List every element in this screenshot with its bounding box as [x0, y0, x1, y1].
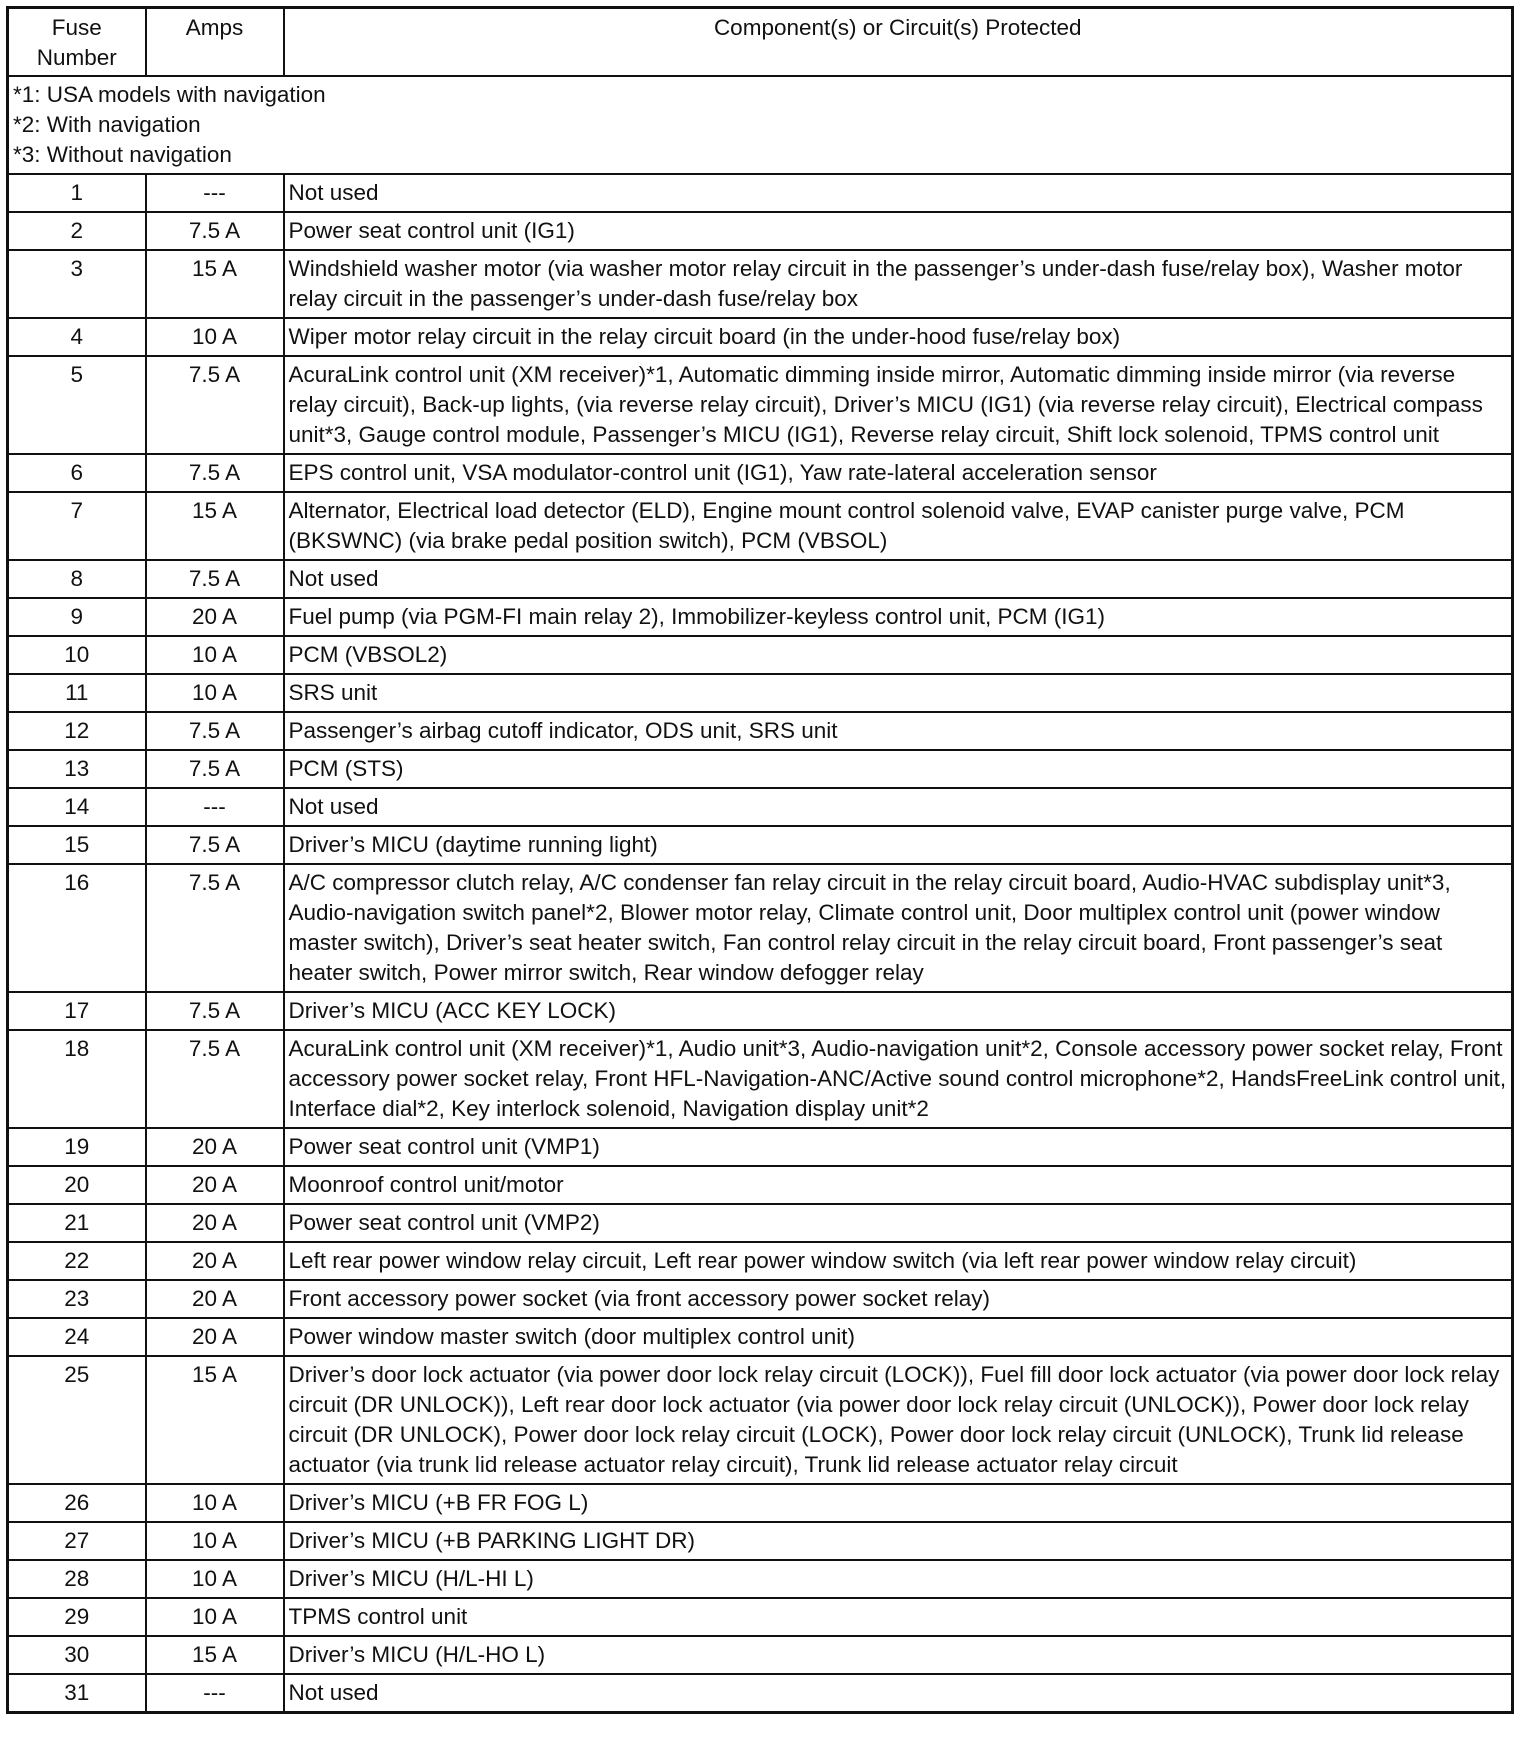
amps-cell: 7.5 A [146, 356, 284, 454]
component-cell: Driver’s MICU (H/L-HO L) [284, 1636, 1513, 1674]
fuse-table [6, 6, 1514, 1714]
amps-cell: --- [146, 788, 284, 826]
table-row [8, 1128, 1513, 1166]
fuse-number-cell: 16 [8, 864, 146, 992]
header-fuse-number-line1: Fuse [51, 15, 102, 40]
fuse-number-cell: 29 [8, 1598, 146, 1636]
table-row [8, 1636, 1513, 1674]
header-fuse-number-line2: Number [36, 45, 117, 70]
component-cell: EPS control unit, VSA modulator-control unit (IG1), Yaw rate-lateral acceleration sensor [284, 454, 1513, 492]
fuse-number-cell: 27 [8, 1522, 146, 1560]
component-cell: Alternator, Electrical load detector (ELD), Engine mount control solenoid valve, EVAP canister purge valve, PCM (BKSWNC) (via brake pedal position switch), PCM (VBSOL) [284, 492, 1513, 560]
table-row [8, 212, 1513, 250]
component-cell: Driver’s MICU (+B FR FOG L) [284, 1484, 1513, 1522]
component-cell: Fuel pump (via PGM-FI main relay 2), Immobilizer-keyless control unit, PCM (IG1) [284, 598, 1513, 636]
component-cell: Driver’s door lock actuator (via power door lock relay circuit (LOCK)), Fuel fill door lock actuator (via power door lock relay circuit (DR UNLOCK)), Left rear door lock actuator (via power door lock relay circuit (UNLOCK)), Power door lock relay circuit (DR UNLOCK), Power door lock relay circuit (LOCK), Power door lock relay circuit (UNLOCK), Trunk lid release actuator (via trunk lid release actuator relay circuit), Trunk lid release actuator relay circuit [284, 1356, 1513, 1484]
table-row [8, 318, 1513, 356]
amps-cell: --- [146, 174, 284, 212]
table-row [8, 636, 1513, 674]
table-row [8, 1356, 1513, 1484]
component-cell: Moonroof control unit/motor [284, 1166, 1513, 1204]
table-row [8, 598, 1513, 636]
amps-cell: 10 A [146, 1560, 284, 1598]
table-row [8, 560, 1513, 598]
component-cell: Left rear power window relay circuit, Left rear power window switch (via left rear power window relay circuit) [284, 1242, 1513, 1280]
table-row [8, 1560, 1513, 1598]
fuse-number-cell: 8 [8, 560, 146, 598]
fuse-number-cell: 12 [8, 712, 146, 750]
fuse-number-cell: 24 [8, 1318, 146, 1356]
fuse-number-cell: 17 [8, 992, 146, 1030]
component-cell: Driver’s MICU (ACC KEY LOCK) [284, 992, 1513, 1030]
table-row [8, 674, 1513, 712]
component-cell: A/C compressor clutch relay, A/C condenser fan relay circuit in the relay circuit board, Audio-HVAC subdisplay unit*3, Audio-navigation switch panel*2, Blower motor relay, Climate control unit, Door multiplex control unit (power window master switch), Driver’s seat heater switch, Fan control relay circuit in the relay circuit board, Front passenger’s seat heater switch, Power mirror switch, Rear window defogger relay [284, 864, 1513, 992]
header-fuse-number [8, 8, 146, 77]
component-cell: Power seat control unit (VMP1) [284, 1128, 1513, 1166]
component-cell: Driver’s MICU (+B PARKING LIGHT DR) [284, 1522, 1513, 1560]
fuse-number-cell: 26 [8, 1484, 146, 1522]
component-cell: PCM (STS) [284, 750, 1513, 788]
fuse-number-cell: 3 [8, 250, 146, 318]
table-row [8, 992, 1513, 1030]
amps-cell: 10 A [146, 674, 284, 712]
fuse-number-cell: 15 [8, 826, 146, 864]
amps-cell: 7.5 A [146, 560, 284, 598]
fuse-number-cell: 23 [8, 1280, 146, 1318]
amps-cell: 20 A [146, 1242, 284, 1280]
component-cell: Front accessory power socket (via front accessory power socket relay) [284, 1280, 1513, 1318]
table-row [8, 864, 1513, 992]
component-cell: Power seat control unit (VMP2) [284, 1204, 1513, 1242]
fuse-number-cell: 9 [8, 598, 146, 636]
amps-cell: 7.5 A [146, 1030, 284, 1128]
component-cell: AcuraLink control unit (XM receiver)*1, Audio unit*3, Audio-navigation unit*2, Console accessory power socket relay, Front accessory power socket relay, Front HFL-Navigation-ANC/Active sound control microphone*2, HandsFreeLink control unit, Interface dial*2, Key interlock solenoid, Navigation display unit*2 [284, 1030, 1513, 1128]
fuse-number-cell: 2 [8, 212, 146, 250]
fuse-number-cell: 13 [8, 750, 146, 788]
amps-cell: 10 A [146, 1522, 284, 1560]
table-row [8, 356, 1513, 454]
component-cell: Not used [284, 174, 1513, 212]
table-row [8, 1484, 1513, 1522]
footnote-2: *2: With navigation [13, 112, 201, 137]
component-cell: Power seat control unit (IG1) [284, 212, 1513, 250]
notes-row [8, 76, 1513, 174]
amps-cell: 10 A [146, 1598, 284, 1636]
fuse-number-cell: 30 [8, 1636, 146, 1674]
component-cell: TPMS control unit [284, 1598, 1513, 1636]
table-row [8, 1166, 1513, 1204]
amps-cell: 7.5 A [146, 212, 284, 250]
component-cell: Not used [284, 560, 1513, 598]
amps-cell: 7.5 A [146, 454, 284, 492]
fuse-number-cell: 25 [8, 1356, 146, 1484]
table-row [8, 826, 1513, 864]
amps-cell: 7.5 A [146, 826, 284, 864]
amps-cell: 20 A [146, 1166, 284, 1204]
fuse-number-cell: 11 [8, 674, 146, 712]
amps-cell: 7.5 A [146, 750, 284, 788]
fuse-number-cell: 21 [8, 1204, 146, 1242]
amps-cell: 20 A [146, 1204, 284, 1242]
table-row [8, 1030, 1513, 1128]
component-cell: PCM (VBSOL2) [284, 636, 1513, 674]
amps-cell: 15 A [146, 492, 284, 560]
fuse-number-cell: 14 [8, 788, 146, 826]
component-cell: Passenger’s airbag cutoff indicator, ODS unit, SRS unit [284, 712, 1513, 750]
table-row [8, 454, 1513, 492]
component-cell: AcuraLink control unit (XM receiver)*1, Automatic dimming inside mirror, Automatic dimming inside mirror (via reverse relay circuit), Back-up lights, (via reverse relay circuit), Driver’s MICU (IG1) (via reverse relay circuit), Electrical compass unit*3, Gauge control module, Passenger’s MICU (IG1), Reverse relay circuit, Shift lock solenoid, TPMS control unit [284, 356, 1513, 454]
component-cell: Not used [284, 1674, 1513, 1713]
amps-cell: 20 A [146, 1318, 284, 1356]
footnote-3: *3: Without navigation [13, 142, 232, 167]
amps-cell: 20 A [146, 598, 284, 636]
fuse-number-cell: 18 [8, 1030, 146, 1128]
amps-cell: 10 A [146, 318, 284, 356]
component-cell: Not used [284, 788, 1513, 826]
footnotes-cell [8, 76, 1513, 174]
table-row [8, 750, 1513, 788]
amps-cell: 10 A [146, 636, 284, 674]
table-body [8, 76, 1513, 1713]
table-row [8, 1522, 1513, 1560]
table-row [8, 1598, 1513, 1636]
table-row [8, 492, 1513, 560]
table-row [8, 712, 1513, 750]
fuse-number-cell: 4 [8, 318, 146, 356]
fuse-number-cell: 5 [8, 356, 146, 454]
component-cell: Driver’s MICU (daytime running light) [284, 826, 1513, 864]
table-row [8, 1674, 1513, 1713]
footnote-1: *1: USA models with navigation [13, 82, 326, 107]
header-components: Component(s) or Circuit(s) Protected [284, 8, 1513, 77]
fuse-number-cell: 31 [8, 1674, 146, 1713]
amps-cell: 20 A [146, 1128, 284, 1166]
fuse-number-cell: 7 [8, 492, 146, 560]
header-amps: Amps [146, 8, 284, 77]
amps-cell: 7.5 A [146, 992, 284, 1030]
fuse-number-cell: 28 [8, 1560, 146, 1598]
header-row [8, 8, 1513, 77]
table-row [8, 1280, 1513, 1318]
amps-cell: 15 A [146, 1356, 284, 1484]
fuse-number-cell: 10 [8, 636, 146, 674]
table-row [8, 1204, 1513, 1242]
table-row [8, 250, 1513, 318]
table-row [8, 1242, 1513, 1280]
table-header [8, 8, 1513, 77]
component-cell: Power window master switch (door multiplex control unit) [284, 1318, 1513, 1356]
table-row [8, 1318, 1513, 1356]
table-row [8, 788, 1513, 826]
amps-cell: 7.5 A [146, 864, 284, 992]
amps-cell: 10 A [146, 1484, 284, 1522]
component-cell: SRS unit [284, 674, 1513, 712]
amps-cell: --- [146, 1674, 284, 1713]
amps-cell: 15 A [146, 1636, 284, 1674]
amps-cell: 7.5 A [146, 712, 284, 750]
amps-cell: 15 A [146, 250, 284, 318]
fuse-number-cell: 20 [8, 1166, 146, 1204]
component-cell: Driver’s MICU (H/L-HI L) [284, 1560, 1513, 1598]
component-cell: Windshield washer motor (via washer motor relay circuit in the passenger’s under-dash fuse/relay box), Washer motor relay circuit in the passenger’s under-dash fuse/relay box [284, 250, 1513, 318]
fuse-number-cell: 22 [8, 1242, 146, 1280]
fuse-number-cell: 1 [8, 174, 146, 212]
fuse-number-cell: 19 [8, 1128, 146, 1166]
component-cell: Wiper motor relay circuit in the relay circuit board (in the under-hood fuse/relay box) [284, 318, 1513, 356]
fuse-number-cell: 6 [8, 454, 146, 492]
table-row [8, 174, 1513, 212]
amps-cell: 20 A [146, 1280, 284, 1318]
